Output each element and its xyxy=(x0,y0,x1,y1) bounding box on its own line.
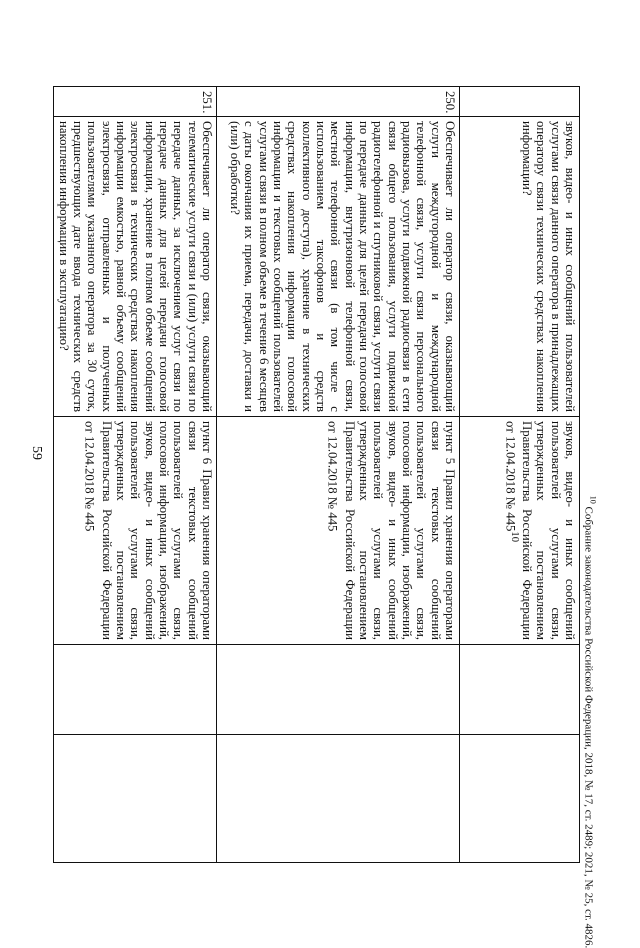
answer-cell-b xyxy=(54,735,217,863)
footnote-marker: 10 xyxy=(588,496,597,504)
row-number-cell xyxy=(460,87,580,117)
question-cell: Обеспечивает ли оператор связи, оказывающий услуги междугородной и международной телефонной связи, услуги связи персонального радиовызова, услуги подвижной радиосвязи в сети связи общего пользования, услуги подвижной радиотелефонной и спутниковой связи, услуги связи по передаче данных для целей передачи голосовой информации, внутризоновой телефонной связи, местной телефонной связи (в том числе с использованием таксофонов и средств коллективного доступа), хранение в технических средствах накопления информации голосовой информации и текстовых сообщений пользователей услугами связи в полном объеме в течение 6 месяцев с даты окончания их приема, передачи, доставки и (или) обработки? xyxy=(217,117,460,417)
reference-text: звуков, видео- и иных сообщений пользователей услугами связи, утвержденных постановлением Правительства Российской Федерации от 12.04.2018 № 445 xyxy=(503,421,577,640)
reference-text: пункт 6 Правил хранения операторами связи текстовых сообщений пользователей услугами связи, голосовой информации, изображений, звуков, видео- и иных сообщений пользователей услугами связи, утвержденных постановлением Правительства Российской Федерации от 12.04.2018 № 445 xyxy=(83,421,214,640)
answer-cell-b xyxy=(217,735,460,863)
reference-text: пункт 5 Правил хранения операторами связи текстовых сообщений пользователей услугами связи, голосовой информации, изображений, звуков, видео- и иных сообщений пользователей услугами связи, утвержденных постановлением Правительства Российской Федерации от 12.04.2018 № 445 xyxy=(326,421,457,640)
reference-cell xyxy=(460,417,580,645)
footnote-text: Собрание законодательства Российской Федерации, 2018, № 17, ст. 2489; 2021, № 25, ст. 4826. xyxy=(583,507,595,948)
row-number-cell: 250. xyxy=(217,87,460,117)
answer-cell-a xyxy=(54,645,217,735)
reference-cell xyxy=(54,417,217,645)
table-row xyxy=(54,87,217,863)
table-row xyxy=(217,87,460,863)
footnote xyxy=(583,496,598,948)
checklist-table xyxy=(53,86,580,863)
page-number: 59 xyxy=(28,446,44,460)
table-row xyxy=(460,87,580,863)
answer-cell-a xyxy=(460,645,580,735)
row-number-cell: 251. xyxy=(54,87,217,117)
footnote-ref: 10 xyxy=(509,531,520,542)
answer-cell-a xyxy=(217,645,460,735)
reference-cell xyxy=(217,417,460,645)
checklist-table-wrap xyxy=(55,86,580,862)
answer-cell-b xyxy=(460,735,580,863)
question-cell: звуков, видео- и иных сообщений пользователей услугами связи данного оператора в принадлежащих оператору связи технических средствах накопления информации? xyxy=(460,117,580,417)
question-cell: Обеспечивает ли оператор связи, оказывающий телематические услуги связи и (или) услуги связи по передаче данных, за исключением услуг связи по передаче данных для целей передачи голосовой информации, хранение в полном объеме сообщений электросвязи в технических средствах накопления информации емкостью, равной объему сообщений электросвязи, отправленных и полученных пользователями указанного оператора за 30 суток, предшествующих дате ввода технических средств накопления информации в эксплуатацию? xyxy=(54,117,217,417)
